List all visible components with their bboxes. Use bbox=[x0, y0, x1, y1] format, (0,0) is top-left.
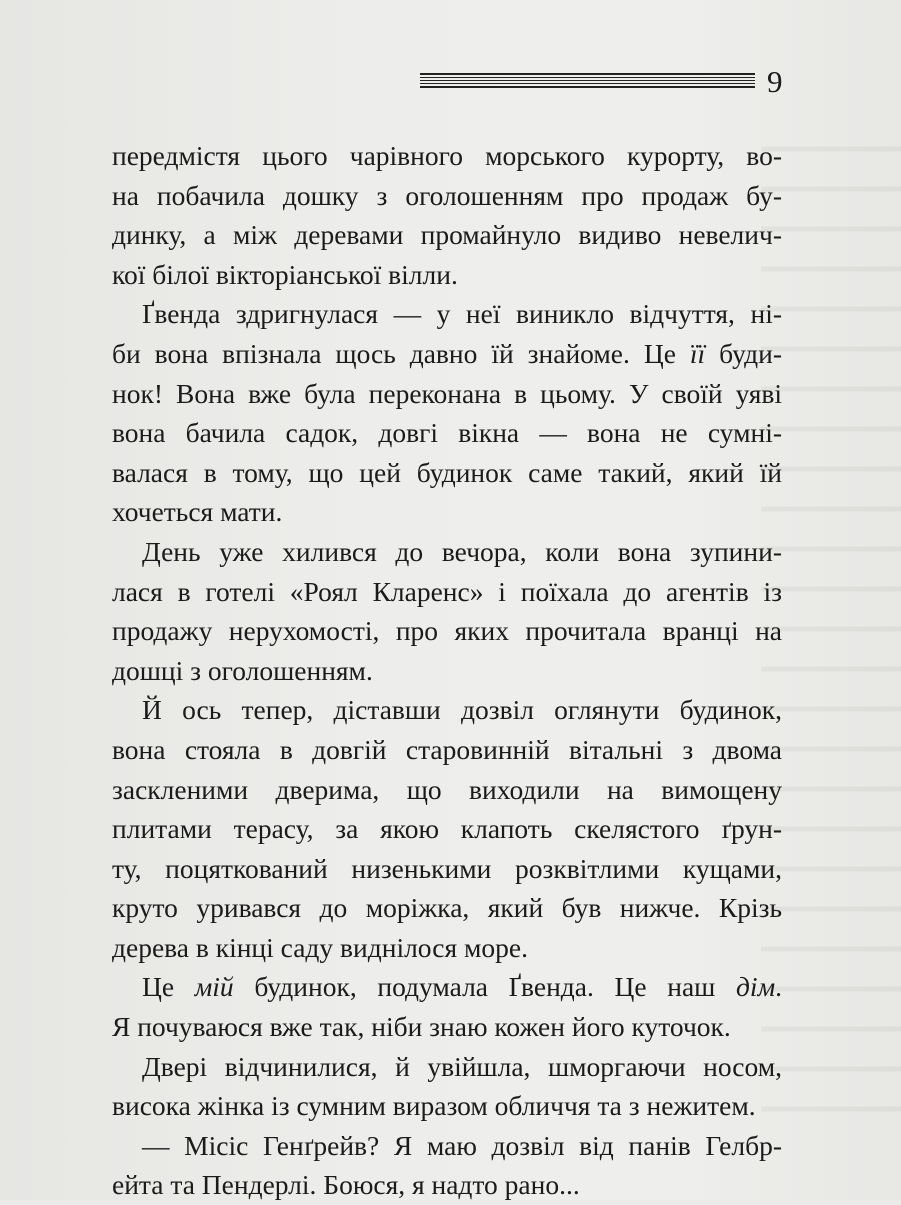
text-span: . bbox=[775, 971, 782, 1003]
text-line: валася в тому, що цей будинок саме такий, який їй bbox=[112, 456, 782, 488]
text-line bbox=[112, 334, 782, 374]
text-line bbox=[112, 967, 782, 1007]
text-line: ту, поцяткований низенькими розквітлими кущами, bbox=[112, 852, 782, 884]
text-line: дерева в кінці саду виднілося море. bbox=[112, 931, 528, 963]
page-number: 9 bbox=[767, 64, 783, 99]
text-line: ейта та Пендерлі. Боюся, я надто рано... bbox=[112, 1169, 580, 1201]
text-line: — Місіс Генґрейв? Я маю дозвіл від панів Гелбр- bbox=[142, 1129, 782, 1161]
text-span: буди- bbox=[705, 337, 782, 369]
text-line: нок! Вона вже була переконана в цьому. У своїй уяві bbox=[112, 377, 782, 409]
text-line: День уже хилився до вечора, коли вона зупини- bbox=[142, 535, 782, 567]
text-span: будинок, подумала Ґвенда. Це наш bbox=[233, 971, 737, 1003]
text-line: продажу нерухомості, про яких прочитала вранці на bbox=[112, 615, 782, 647]
text-line: кої білої вікторіанської вілли. bbox=[112, 258, 458, 290]
emphasis: її bbox=[689, 337, 706, 369]
text-line: висока жінка із сумним виразом обличчя та з нежитем. bbox=[112, 1090, 756, 1122]
text-line: вона бачила садок, довгі вікна — вона не сумні- bbox=[112, 417, 782, 449]
text-line: передмістя цього чарівного морського курорту, во- bbox=[112, 140, 782, 171]
text-line: заскленими дверима, що виходили на вимощену bbox=[112, 773, 782, 805]
text-line: динку, а між деревами промайнуло видиво невелич- bbox=[112, 219, 782, 251]
text-line: Двері відчинилися, й увійшла, шморгаючи носом, bbox=[142, 1050, 782, 1082]
text-line: Ґвенда здригнулася — у неї виникло відчуття, ні- bbox=[142, 298, 782, 330]
show-through-text bbox=[761, 120, 901, 1120]
text-line: плитами терасу, за якою клапоть скелястого ґрун- bbox=[112, 813, 782, 845]
text-line: Я почуваюся вже так, ніби знаю кожен його куточок. bbox=[112, 1011, 731, 1043]
text-line: Й ось тепер, діставши дозвіл оглянути будинок, bbox=[142, 694, 782, 726]
text-span: Це bbox=[142, 971, 195, 1003]
text-line: круто уривався до моріжка, який був нижче. Крізь bbox=[112, 892, 782, 924]
emphasis: дім bbox=[736, 971, 776, 1003]
text-line: на побачила дошку з оголошенням про продаж бу- bbox=[112, 179, 782, 211]
body-text bbox=[112, 136, 782, 1205]
text-line: хочеться мати. bbox=[112, 496, 283, 528]
header-rule bbox=[420, 73, 755, 91]
text-line: лася в готелі «Роял Кларенс» і поїхала до агентів із bbox=[112, 575, 782, 607]
text-line: дошці з оголошенням. bbox=[112, 654, 373, 686]
emphasis: мій bbox=[194, 971, 234, 1003]
text-line: вона стояла в довгій старовинній вітальні з двома bbox=[112, 733, 782, 765]
text-span: би вона впізнала щось давно їй знайоме. Це bbox=[112, 337, 676, 369]
